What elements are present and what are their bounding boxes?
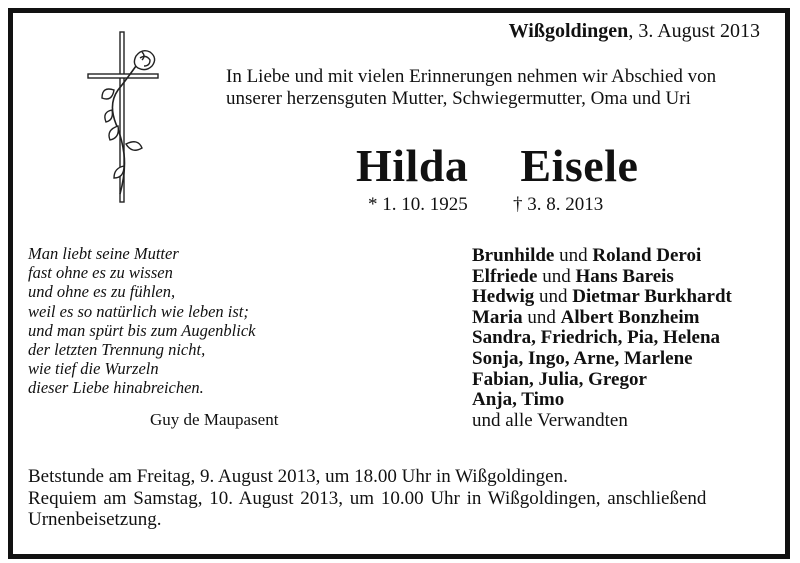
poem-line: und man spürt bis zum Augenblick <box>28 320 256 340</box>
joiner: und <box>522 306 561 328</box>
mourners-list <box>472 246 732 431</box>
intro-line: In Liebe und mit vielen Erinnerungen nehmen wir Abschied von <box>226 66 717 87</box>
joiner: und <box>534 286 573 308</box>
couple-line <box>472 287 732 308</box>
date: , 3. August 2013 <box>628 20 760 42</box>
intro-text <box>226 66 716 110</box>
poem-line: und ohne es zu fühlen, <box>28 282 176 302</box>
service-info <box>28 466 706 531</box>
grandchildren-line: Sonja, Ingo, Arne, Marlene <box>472 347 693 369</box>
death-date: † 3. 8. 2013 <box>513 194 604 215</box>
poem-line: dieser Liebe hinabreichen. <box>28 378 204 398</box>
poem-line: weil es so natürlich wie leben ist; <box>28 301 249 321</box>
birth-date: * 1. 10. 1925 <box>368 194 468 215</box>
service-line: Betstunde am Freitag, 9. August 2013, um 18.00 Uhr in Wißgoldingen. <box>28 466 568 487</box>
closing-line: und alle Verwandten <box>472 409 628 431</box>
date-line <box>509 20 760 43</box>
grandchildren-line: Anja, Timo <box>472 389 565 411</box>
mourner-name: Albert Bonzheim <box>560 306 700 328</box>
poem <box>28 244 255 398</box>
intro-line: unserer herzensguten Mutter, Schwiegermutter, Oma und Uri <box>226 88 691 109</box>
service-line: Requiem am Samstag, 10. August 2013, um 10.00 Uhr in Wißgoldingen, anschließend <box>28 487 707 509</box>
grandchildren-line: Fabian, Julia, Gregor <box>472 368 647 390</box>
poem-line: fast ohne es zu wissen <box>28 263 173 283</box>
couple-line <box>472 246 732 267</box>
joiner: und <box>537 265 576 287</box>
mourner-name: Dietmar Burkhardt <box>572 286 732 308</box>
deceased-name: Hilda Eisele <box>356 140 639 191</box>
grandchildren-line: Sandra, Friedrich, Pia, Helena <box>472 327 721 349</box>
poem-line: Man liebt seine Mutter <box>28 244 179 263</box>
mourner-name: Elfriede <box>472 265 538 287</box>
mourner-name: Brunhilde <box>472 245 555 266</box>
mourner-name: Roland Deroi <box>592 245 702 266</box>
couple-line <box>472 267 732 288</box>
mourner-name: Hedwig <box>472 286 535 308</box>
poem-author: Guy de Maupasent <box>150 410 279 429</box>
mourner-name: Maria <box>472 306 523 328</box>
joiner: und <box>554 245 593 266</box>
service-line: Urnenbeisetzung. <box>28 509 162 530</box>
cross-with-rose-icon <box>78 30 168 205</box>
mourner-name: Hans Bareis <box>575 265 674 287</box>
couple-line <box>472 308 732 329</box>
poem-line: wie tief die Wurzeln <box>28 359 159 379</box>
place: Wißgoldingen <box>508 20 629 42</box>
poem-line: der letzten Trennung nicht, <box>28 340 206 360</box>
